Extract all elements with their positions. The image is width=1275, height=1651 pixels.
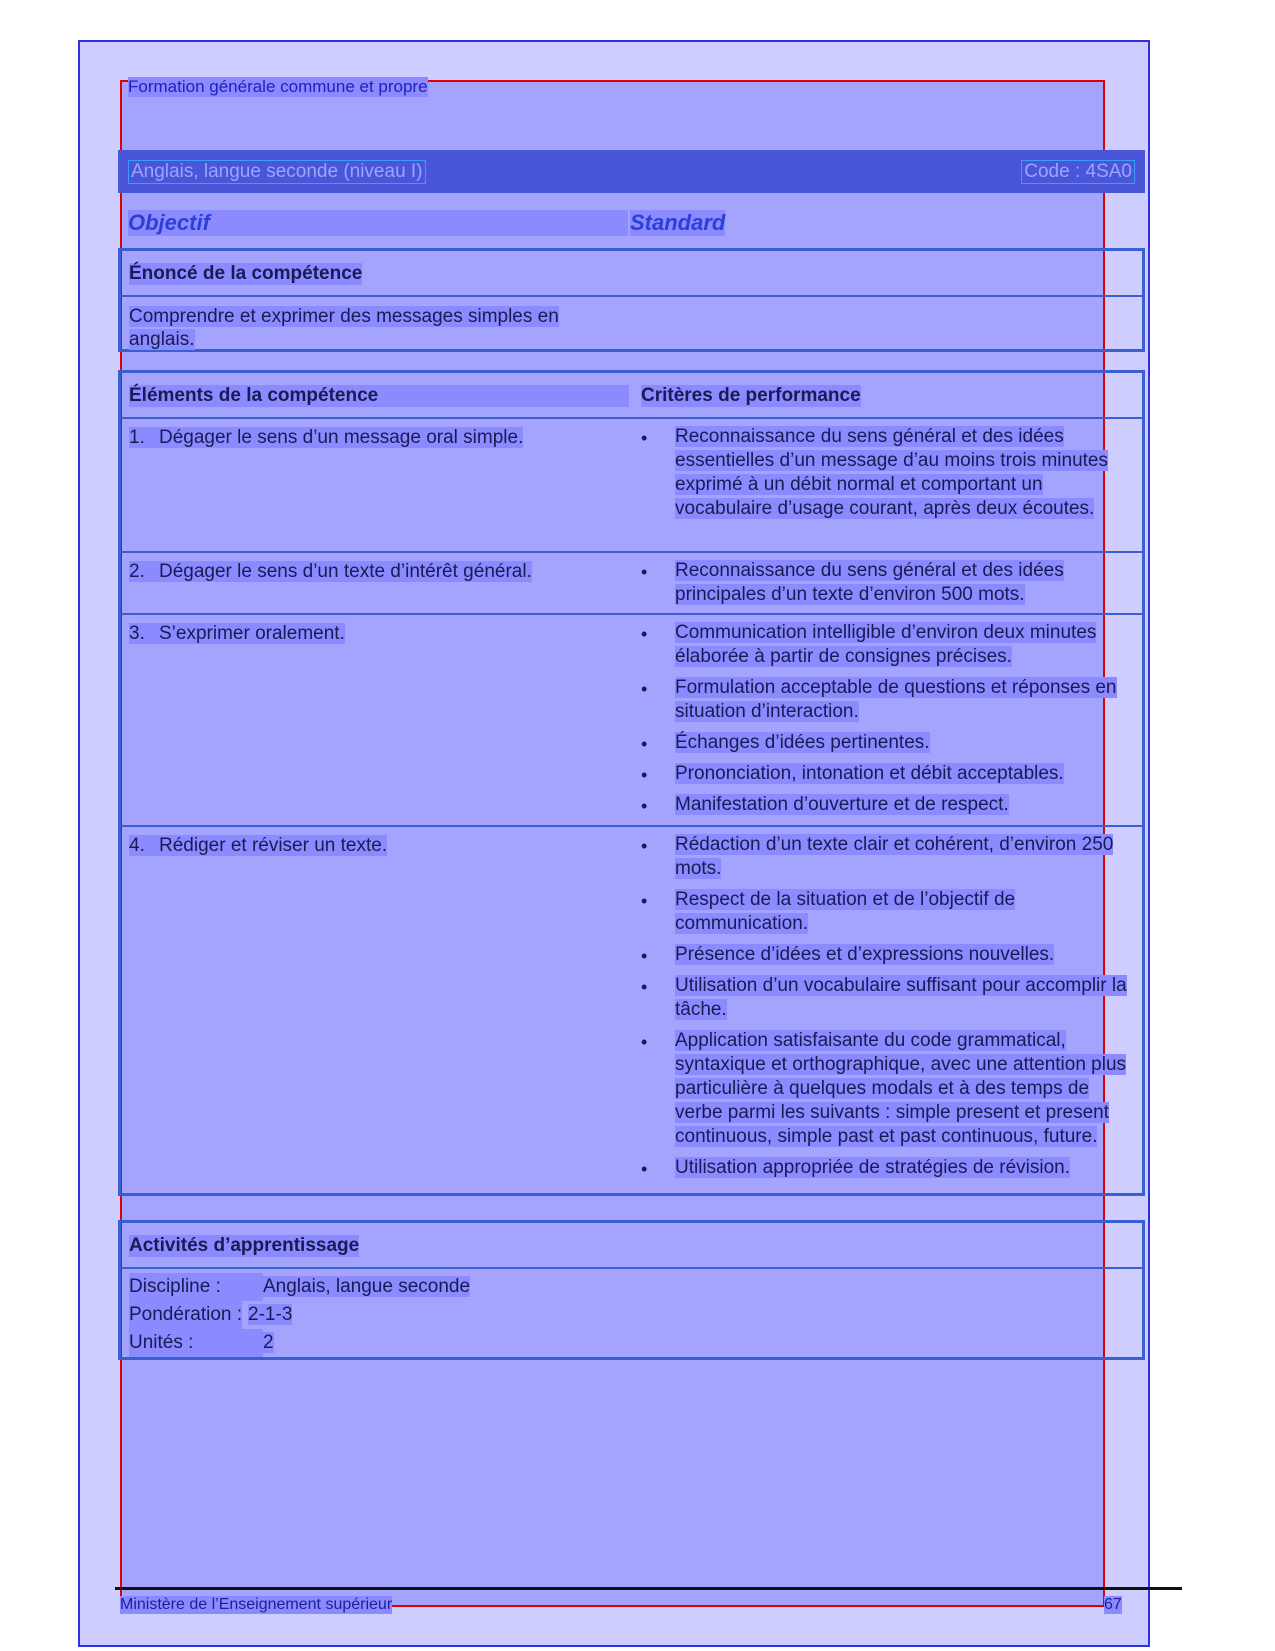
bullet-icon: • (641, 891, 648, 911)
criterion: • Rédaction d’un texte clair et cohérent, d’environ 250 mots. (641, 834, 1114, 879)
ponderation-value: 2-1-3 (248, 1304, 293, 1325)
elements-header-row (121, 373, 1142, 417)
enonce-heading: Énoncé de la compétence (129, 263, 363, 284)
element-text: Dégager le sens d’un texte d’intérêt général. (159, 561, 532, 582)
bullet-icon: • (641, 1159, 648, 1179)
activites-table (118, 1220, 1145, 1360)
element-row-3 (121, 613, 1142, 825)
unites-label: Unités : (129, 1329, 263, 1357)
criteria-heading: Critères de performance (641, 385, 861, 406)
element-row-1 (121, 417, 1142, 551)
bullet-icon: • (641, 765, 648, 785)
criterion: • Présence d’idées et d’expressions nouvelles. (641, 944, 1055, 966)
elements-heading: Éléments de la compétence (129, 385, 629, 407)
page-number: 67 (1104, 1596, 1122, 1613)
footer-rule (115, 1587, 1182, 1590)
criteria-list (641, 621, 1131, 824)
course-title-bar (118, 150, 1145, 193)
criteria-list (641, 425, 1131, 528)
criteria-list (641, 833, 1131, 1187)
element-number: 4. (129, 835, 145, 856)
elements-table (118, 370, 1145, 1196)
activites-header-row (121, 1223, 1142, 1267)
enonce-body-row (121, 295, 1142, 352)
activites-body-row (121, 1267, 1142, 1357)
element-number: 1. (129, 427, 145, 448)
bullet-icon: • (641, 679, 648, 699)
discipline-line (121, 1273, 1142, 1301)
element-row-4 (121, 825, 1142, 1195)
element-text: Dégager le sens d’un message oral simple. (159, 427, 524, 448)
bullet-icon: • (641, 836, 648, 856)
bullet-icon: • (641, 562, 648, 582)
section-label: Formation générale commune et propre (128, 77, 428, 96)
criterion: • Reconnaissance du sens général et des idées principales d’un texte d’environ 500 mots. (641, 560, 1064, 605)
course-title: Anglais, langue seconde (niveau I) (128, 160, 426, 184)
unites-value: 2 (263, 1332, 274, 1353)
element-number: 2. (129, 561, 145, 582)
course-code: Code : 4SA0 (1021, 160, 1135, 184)
criterion: • Respect de la situation et de l’objectif de communication. (641, 889, 1016, 934)
enonce-table (118, 248, 1145, 352)
bullet-icon: • (641, 624, 648, 644)
bullet-icon: • (641, 946, 648, 966)
objectif-heading: Objectif (128, 210, 628, 236)
ponderation-line (121, 1301, 1142, 1329)
bullet-icon: • (641, 796, 648, 816)
criterion: • Échanges d’idées pertinentes. (641, 732, 930, 754)
standard-heading: Standard (630, 210, 726, 235)
criterion: • Reconnaissance du sens général et des idées essentielles d’un message d’au moins trois minutes exprimé à un débit normal et comportant un vocabulaire d’usage courant, après deux écoutes. (641, 426, 1108, 519)
criterion: • Utilisation d’un vocabulaire suffisant pour accomplir la tâche. (641, 975, 1127, 1020)
discipline-value: Anglais, langue seconde (263, 1276, 471, 1297)
criterion: • Utilisation appropriée de stratégies de révision. (641, 1157, 1070, 1179)
criterion: • Formulation acceptable de questions et réponses en situation d’interaction. (641, 677, 1117, 722)
criterion: • Prononciation, intonation et débit acceptables. (641, 763, 1064, 785)
bullet-icon: • (641, 1032, 648, 1052)
bullet-icon: • (641, 734, 648, 754)
unites-line (121, 1329, 1142, 1357)
criterion: • Application satisfaisante du code grammatical, syntaxique et orthographique, avec une attention plus particulière à quelques modals et à des temps de verbe parmi les suivants : simple present et present continuous, simple past et past continuous, future. (641, 1030, 1127, 1147)
criteria-list (641, 559, 1131, 614)
element-text: Rédiger et réviser un texte. (159, 835, 388, 856)
bullet-icon: • (641, 977, 648, 997)
criterion: • Communication intelligible d’environ deux minutes élaborée à partir de consignes précises. (641, 622, 1097, 667)
discipline-label: Discipline : (129, 1273, 263, 1301)
element-text: S’exprimer oralement. (159, 623, 345, 644)
enonce-header-row (121, 251, 1142, 295)
bullet-icon: • (641, 428, 648, 448)
element-row-2 (121, 551, 1142, 613)
footer-ministry: Ministère de l’Enseignement supérieur (120, 1596, 393, 1613)
enonce-text: Comprendre et exprimer des messages simples en anglais. (129, 306, 559, 350)
criterion: • Manifestation d’ouverture et de respect. (641, 794, 1009, 816)
activites-heading: Activités d’apprentissage (129, 1235, 360, 1256)
ponderation-label: Pondération : (129, 1301, 242, 1329)
element-number: 3. (129, 623, 145, 644)
